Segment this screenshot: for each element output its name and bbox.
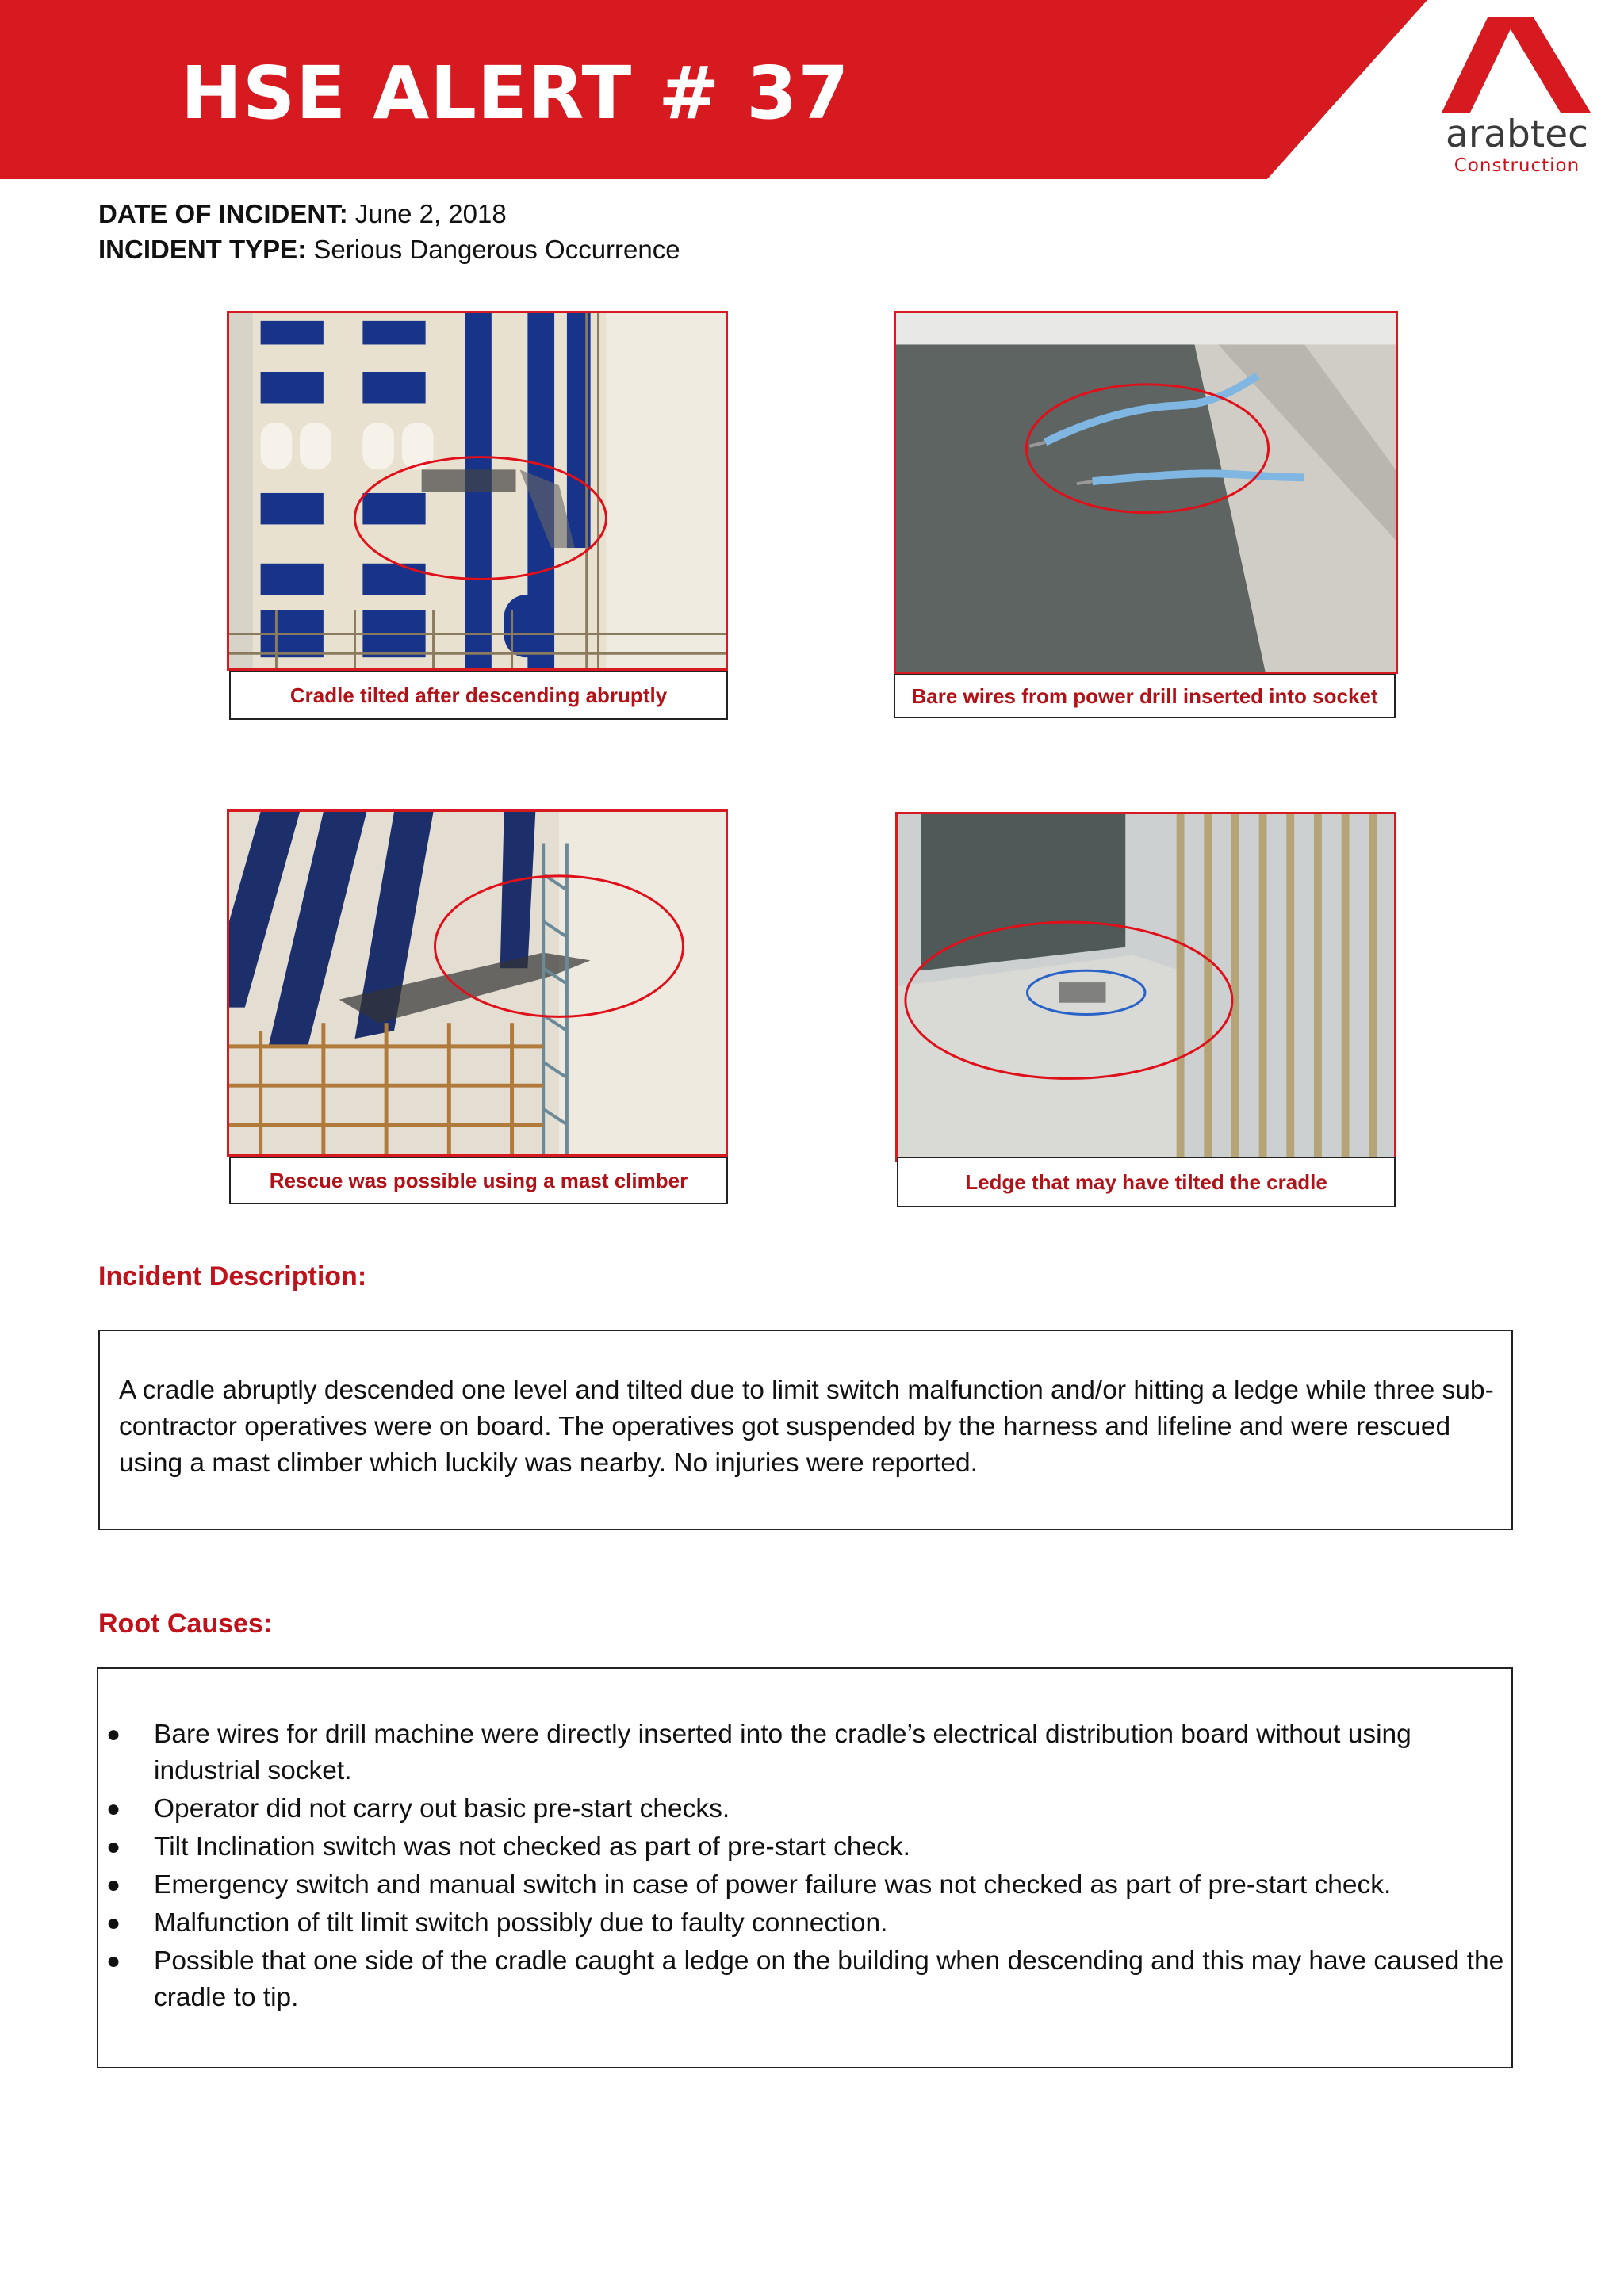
root-causes-list	[103, 1716, 1507, 2018]
logo-subtitle: Construction	[1454, 155, 1580, 176]
list-item: ● Possible that one side of the cradle caught a ledge on the building when descending and this may have caused the cradle to tip.	[103, 1943, 1507, 2016]
date-value: June 2, 2018	[354, 199, 507, 228]
root-causes-heading: Root Causes:	[98, 1609, 273, 1639]
caption-photo-1: Cradle tilted after descending abruptly	[229, 671, 728, 720]
list-item: ● Emergency switch and manual switch in case of power failure was not checked as part of pre-start check.	[103, 1867, 1507, 1904]
date-label: DATE OF INCIDENT:	[98, 199, 348, 228]
caption-photo-4: Ledge that may have tilted the cradle	[897, 1157, 1396, 1207]
alert-title: HSE ALERT # 37	[181, 51, 850, 136]
date-of-incident	[98, 197, 507, 232]
list-item: ● Operator did not carry out basic pre-start checks.	[103, 1791, 1507, 1827]
bullet-icon: ●	[106, 1796, 121, 1822]
bullet-icon: ●	[106, 1834, 121, 1860]
incident-description-heading: Incident Description:	[98, 1261, 367, 1292]
list-item: ● Bare wires for drill machine were directly inserted into the cradle’s electrical distribution board without using industrial socket.	[103, 1716, 1507, 1789]
incident-description-text: A cradle abruptly descended one level and tilted due to limit switch malfunction and/or hitting a ledge while three sub-contractor operatives were on board. The operatives got suspended by the harness and lifeline and were rescued using a mast climber which luckily was nearby. No injuries were reported.	[119, 1376, 1494, 1478]
bullet-icon: ●	[106, 1948, 121, 1974]
photo-ledge	[895, 812, 1396, 1162]
bullet-icon: ●	[106, 1910, 121, 1936]
type-value: Serious Dangerous Occurrence	[313, 235, 680, 264]
caption-photo-2: Bare wires from power drill inserted into socket	[894, 674, 1396, 718]
caption-photo-3: Rescue was possible using a mast climber	[229, 1157, 728, 1204]
photo-tilted-cradle	[227, 311, 728, 671]
type-label: INCIDENT TYPE:	[98, 235, 307, 264]
bullet-icon: ●	[106, 1721, 121, 1747]
incident-type	[98, 232, 680, 267]
photo-bare-wires	[894, 311, 1398, 674]
list-item: ● Malfunction of tilt limit switch possibly due to faulty connection.	[103, 1905, 1507, 1942]
logo-wordmark: arabtec	[1446, 113, 1588, 156]
bullet-icon: ●	[106, 1872, 121, 1898]
photo-mast-climber	[227, 809, 728, 1157]
list-item: ● Tilt Inclination switch was not checked as part of pre-start check.	[103, 1829, 1507, 1866]
